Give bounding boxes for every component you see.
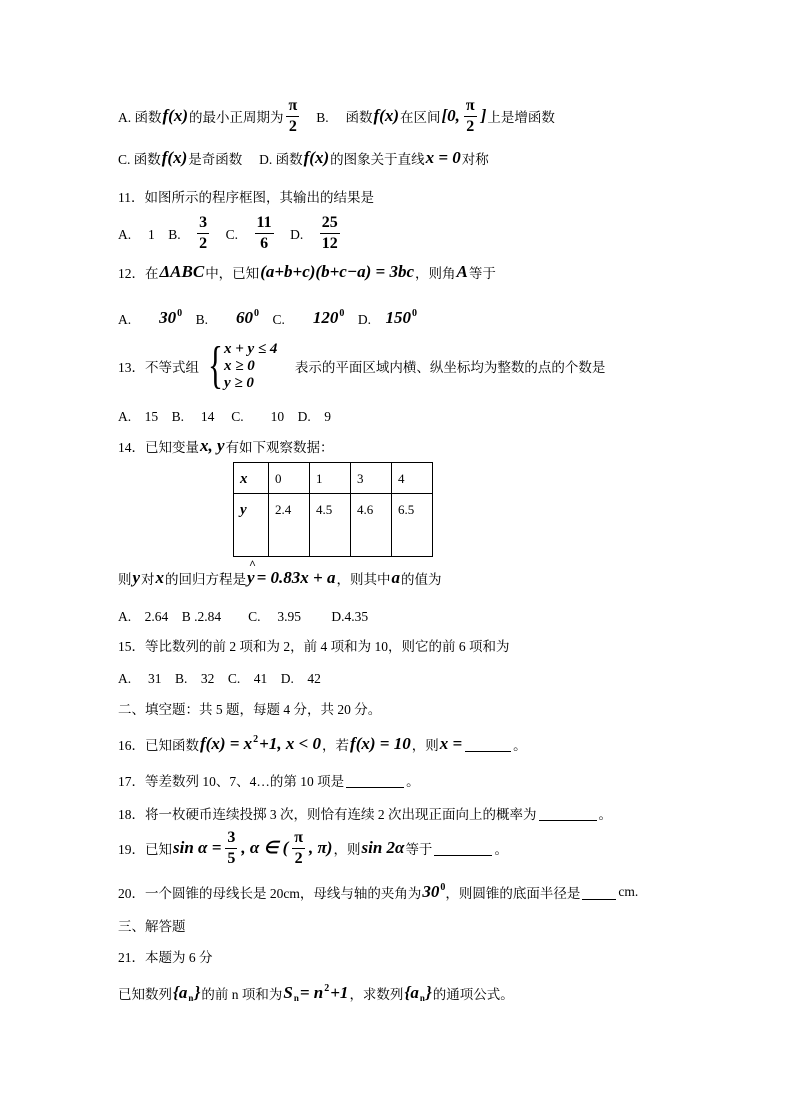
fraction-numerator: 3 (225, 830, 237, 849)
text-segment: C. (259, 312, 312, 327)
math-expression: 150 (385, 308, 412, 327)
math-expression: a (391, 568, 400, 587)
text-segment: 。 (406, 774, 420, 789)
text-segment: 中，已知 (205, 266, 260, 281)
text-segment: D. (276, 227, 317, 242)
text-segment: 的图象关于直线 (330, 152, 425, 167)
text-segment: cm. (618, 884, 639, 899)
text-segment: 20．一个圆锥的母线长是 20cm，母线与轴的夹角为 (118, 886, 422, 901)
math-expression: } (194, 983, 201, 1002)
math-expression: 120 (312, 308, 339, 327)
math-expression: sin 2α (361, 838, 405, 857)
table-cell: 3 (351, 463, 392, 494)
answer-blank (346, 773, 404, 788)
math-expression: f(x) = 10 (350, 734, 411, 753)
table-cell: 4 (392, 463, 433, 494)
text-line (118, 793, 612, 833)
text-segment: A. 1 B. (118, 227, 195, 242)
fraction (320, 215, 340, 252)
fraction-denominator: 5 (227, 849, 236, 867)
table-row-y (234, 494, 433, 557)
table-cell: 2.4 (269, 494, 310, 557)
text-line (118, 558, 441, 598)
answer-blank (539, 806, 597, 821)
text-segment: 11．如图所示的程序框图，其输出的结果是 (118, 190, 374, 205)
text-segment: 的最小正周期为 (188, 110, 284, 125)
superscript: 2 (324, 982, 330, 994)
text-line (118, 176, 374, 216)
math-expression: S (283, 983, 293, 1002)
math-expression: , π) (309, 838, 333, 857)
text-segment: 的通项公式。 (432, 987, 514, 1002)
text-segment: A. (118, 312, 159, 327)
text-segment: 三、解答题 (118, 919, 186, 934)
inequality-system (203, 337, 278, 394)
math-expression: = n (299, 983, 324, 1002)
fraction-numerator: π (286, 98, 299, 117)
fraction-denominator: 2 (199, 234, 208, 252)
text-line (118, 337, 606, 394)
text-segment: A. 函数 (118, 110, 162, 125)
text-segment: 19．已知 (118, 842, 172, 857)
text-segment: 对称 (461, 152, 489, 167)
text-line (118, 298, 417, 338)
inequality: x ≥ 0 (223, 357, 255, 374)
fraction (292, 830, 305, 867)
text-segment: 。 (598, 807, 612, 822)
subscript: n (293, 993, 299, 1003)
text-segment: 18．将一枚硬币连续投掷 3 次，则恰有连续 2 次出现正面向上的概率为 (118, 807, 537, 822)
math-expression: f(x) (373, 106, 399, 125)
answer-blank (465, 737, 511, 752)
text-segment: 的前 n 项和为 (201, 987, 283, 1002)
fraction (255, 215, 274, 252)
text-line (118, 252, 496, 292)
text-segment: 上是增函数 (487, 110, 555, 125)
text-segment: 12．在 (118, 266, 159, 281)
text-segment: D. (344, 312, 385, 327)
text-line (118, 688, 381, 728)
text-segment: 。 (513, 738, 527, 753)
text-segment: 则 (118, 572, 132, 587)
text-segment: C. (212, 227, 252, 242)
text-line (118, 973, 514, 1013)
superscript: 2 (253, 733, 259, 745)
text-segment: ，若 (322, 738, 350, 753)
text-segment: ，则圆锥的底面半径是 (445, 886, 581, 901)
fraction (464, 98, 477, 135)
text-segment: A. 15 B. 14 C. 10 D. 9 (118, 409, 332, 424)
text-segment: C. 函数 (118, 152, 161, 167)
text-line (118, 724, 527, 764)
math-expression: A (456, 262, 468, 281)
math-expression: y (132, 568, 141, 587)
table-cell: 4.6 (351, 494, 392, 557)
fraction-denominator: 2 (294, 849, 303, 867)
text-segment: 15．等比数列的前 2 项和为 2，前 4 项和为 10，则它的前 6 项和为 (118, 639, 510, 654)
math-expression: } (425, 983, 432, 1002)
inequality: x + y ≤ 4 (223, 340, 278, 357)
text-segment: 对 (141, 572, 155, 587)
text-segment: ，则 (411, 738, 439, 753)
text-segment: 已知数列 (118, 987, 172, 1002)
text-segment: 17．等差数列 10、7、4…的第 10 项是 (118, 774, 345, 789)
text-segment: 在区间 (400, 110, 441, 125)
math-expression: x (155, 568, 165, 587)
table-cell: 6.5 (392, 494, 433, 557)
math-expression: f(x) (162, 106, 188, 125)
math-expression: x = (439, 734, 463, 753)
fraction-denominator: 6 (260, 234, 269, 252)
table-cell: 4.5 (310, 494, 351, 557)
fraction-numerator: 11 (255, 215, 274, 234)
text-line (118, 426, 334, 466)
answer-blank (434, 841, 492, 856)
text-segment: 是奇函数 D. 函数 (188, 152, 303, 167)
text-segment: ，则角 (415, 266, 456, 281)
text-line (118, 936, 213, 976)
superscript: 0 (339, 307, 345, 319)
brace-icon: { (207, 337, 223, 394)
text-line (118, 828, 508, 868)
fraction-denominator: 2 (466, 117, 475, 135)
math-expression: x, y (200, 436, 225, 455)
subscript: n (188, 993, 194, 1003)
math-expression: f(x) (161, 148, 188, 167)
math-expression: {a (404, 983, 419, 1002)
text-segment: A. 31 B. 32 C. 41 D. 42 (118, 671, 321, 686)
text-line (118, 872, 638, 912)
text-segment: 13．不等式组 (118, 360, 199, 375)
inequality-rows (224, 341, 277, 392)
table-row-x (234, 463, 433, 494)
text-segment: A. 2.64 B .2.84 C. 3.95 D.4.35 (118, 609, 369, 624)
text-segment: 等于 (468, 266, 496, 281)
subscript: n (419, 993, 425, 1003)
text-segment: 表示的平面区域内横、纵坐标均为整数的点的个数是 (281, 360, 606, 375)
table-cell: 1 (310, 463, 351, 494)
fraction (197, 215, 209, 252)
fraction (286, 98, 299, 135)
math-expression: ΔABC (159, 262, 205, 281)
hat-variable: ^ y (247, 568, 255, 588)
text-line (118, 138, 489, 178)
math-expression: 30 (159, 308, 177, 327)
math-expression: {a (173, 983, 188, 1002)
math-expression: +1, x < 0 (259, 734, 322, 753)
fraction-numerator: π (464, 98, 477, 117)
text-segment: B. 函数 (316, 110, 373, 125)
math-expression: sin α = (173, 838, 222, 857)
math-expression: x = 0 (425, 148, 461, 167)
text-segment: 二、填空题：共 5 题，每题 4 分，共 20 分。 (118, 702, 382, 717)
text-segment: ，则其中 (336, 572, 391, 587)
math-expression: f(x) (303, 148, 330, 167)
superscript: 0 (440, 881, 446, 893)
math-expression: = 0.83x + a (256, 568, 336, 587)
fraction-numerator: 3 (197, 215, 209, 234)
superscript: 0 (177, 307, 183, 319)
text-segment: 等于 (405, 842, 433, 857)
math-expression: [0, (441, 106, 460, 125)
fraction-denominator: 2 (288, 117, 297, 135)
fraction-numerator: π (292, 830, 305, 849)
text-segment: ，求数列 (349, 987, 404, 1002)
table-cell: 0 (269, 463, 310, 494)
text-segment: ，则 (333, 842, 361, 857)
superscript: 0 (412, 307, 418, 319)
text-line (118, 213, 343, 253)
math-expression: , α ∈ ( (241, 838, 289, 857)
fraction-denominator: 12 (321, 234, 338, 252)
text-segment: 的回归方程是 (165, 572, 247, 587)
inequality: y ≥ 0 (223, 374, 254, 391)
text-segment: 的值为 (400, 572, 442, 587)
text-segment: 有如下观察数据： (225, 440, 334, 455)
superscript: 0 (254, 307, 260, 319)
math-expression: 30 (422, 882, 440, 901)
math-expression: f(x) = x (200, 734, 253, 753)
text-segment: B. (182, 312, 236, 327)
math-expression: 60 (236, 308, 254, 327)
text-segment: 16．已知函数 (118, 738, 199, 753)
text-segment: 21．本题为 6 分 (118, 950, 213, 965)
text-line (118, 96, 555, 136)
fraction-numerator: 25 (320, 215, 340, 234)
math-expression: +1 (330, 983, 349, 1002)
text-segment: 14．已知变量 (118, 440, 199, 455)
table-header-x: x (234, 463, 269, 494)
table-header-y: y (234, 494, 269, 557)
text-segment: 。 (494, 842, 508, 857)
math-expression: ] (480, 106, 487, 125)
observation-table (233, 462, 433, 557)
answer-blank (582, 885, 616, 900)
math-expression: (a+b+c)(b+c−a) = 3bc (260, 262, 415, 281)
fraction (225, 830, 237, 867)
